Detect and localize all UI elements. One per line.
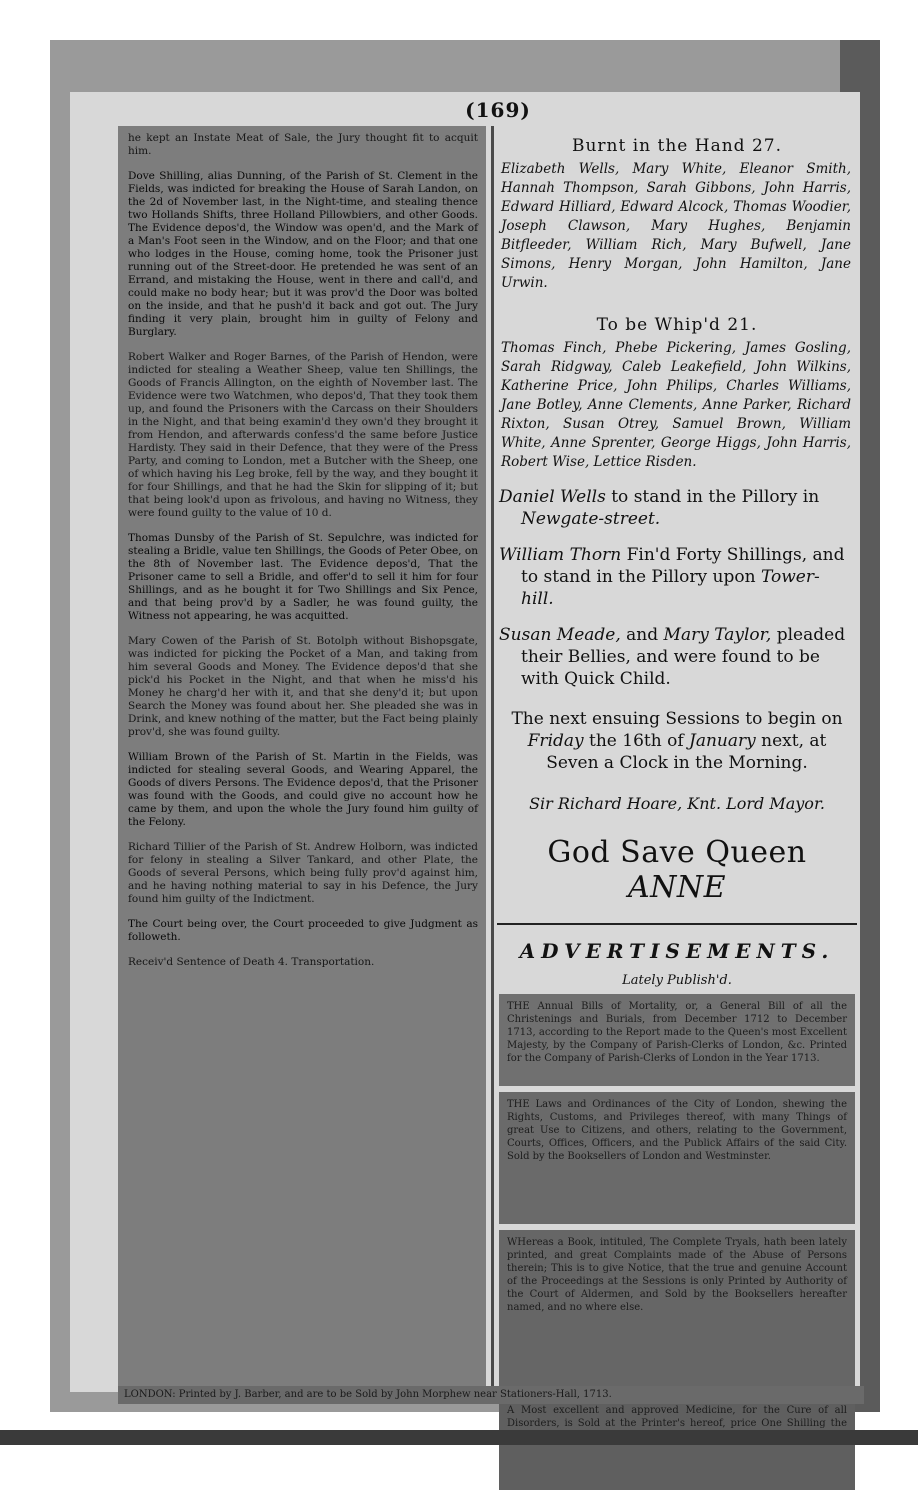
- page-number: (169): [465, 98, 531, 122]
- trial-paragraph: Receiv'd Sentence of Death 4. Transportation.: [128, 956, 375, 968]
- god-save-queen: [497, 835, 857, 905]
- advertisement-text: THE Laws and Ordinances of the City of London, shewing the Rights, Customs, and Privileges thereof, with many Things of great Use to Citizens, and others, relating to the Government, Courts, Offices, Officers, and the Publick Affairs of the said City. Sold by the Booksellers of London and Westminster.: [507, 1099, 847, 1162]
- pleaded-name-2: Mary Taylor,: [663, 625, 772, 645]
- next-sessions-part-3: next, at Seven a Clock in the Morning.: [546, 731, 827, 773]
- advertisements-title: ADVERTISEMENTS.: [519, 939, 835, 963]
- pleaded-and: and: [626, 625, 659, 645]
- pillory-1-text: to stand in the Pillory in: [611, 487, 820, 507]
- pillory-entry-1: [499, 486, 851, 530]
- pillory-2-name: William Thorn: [499, 545, 622, 565]
- pleaded-name-1: Susan Meade,: [499, 625, 621, 645]
- whipt-names-list: Thomas Finch, Phebe Pickering, James Gosling, Sarah Ridgway, Caleb Leakefield, John Wilkins, Katherine Price, John Philips, Charles Williams, Jane Botley, Anne Clements, Anne Parker, Richard Rixton, Susan Otrey, Samuel Brown, William White, Anne Sprenter, George Higgs, John Harris, Robert Wise, Lettice Risden.: [501, 340, 851, 470]
- advertisement-text: A Most excellent and approved Medicine, for the Cure of all Disorders, is Sold at the Printer's hereof, price One Shilling the: [507, 1405, 847, 1429]
- trial-paragraph: Mary Cowen of the Parish of St. Botolph without Bishopsgate, was indicted for picking the Pocket of a Man, and taking from him several Goods and Money. The Evidence depos'd that she pick'd his Pocket in the Night, and that when he miss'd his Money he charg'd her with it, and that she deny'd it; but upon Search the Money was found about her. She pleaded she was in Drink, and knew nothing of the matter, but the Fact being plainly prov'd, she was found guilty.: [128, 635, 478, 738]
- advertisement-block: [499, 1230, 855, 1392]
- lord-mayor-signature: [501, 794, 853, 813]
- whipt-heading: To be Whip'd 21.: [596, 315, 758, 335]
- next-sessions-part-1: The next ensuing Sessions to begin on: [511, 709, 843, 729]
- trial-paragraph: Richard Tillier of the Parish of St. Andrew Holborn, was indicted for felony in stealing a Silver Tankard, and other Plate, the Goods of several Persons, which being fully prov'd against him, and he having nothing material to say in his Defence, the Jury found him guilty of the Indictment.: [128, 841, 478, 905]
- trial-paragraph: The Court being over, the Court proceeded to give Judgment as followeth.: [128, 918, 478, 943]
- column-divider: [491, 126, 494, 1386]
- pleaded-text: pleaded their Bellies, and were found to be with Quick Child.: [521, 625, 846, 689]
- pillory-2-place: Tower-hill.: [521, 567, 820, 609]
- pillory-entry-2: [499, 544, 851, 610]
- mayor-name: Sir Richard Hoare,: [529, 794, 683, 813]
- next-sessions-month: January: [689, 731, 756, 751]
- trial-paragraph: William Brown of the Parish of St. Martin in the Fields, was indicted for stealing several Goods, and Wearing Apparel, the Goods of divers Persons. The Evidence depos'd, that the Prisoner was found with the Goods, and could give no account how he came by them, and upon the whole the Jury found him guilty of the Felony.: [128, 751, 478, 828]
- trial-paragraph: Dove Shilling, alias Dunning, of the Parish of St. Clement in the Fields, was indicted for breaking the House of Sarah Landon, on the 2d of November last, in the Night-time, and stealing thence two Hollands Shifts, three Holland Pillowbiers, and other Goods. The Evidence depos'd, the Window was open'd, and the Mark of a Man's Foot seen in the Window, and on the Floor; and that one who lodges in the House, coming home, took the Prisoner just running out of the Street-door. He pretended he was sent of an Errand, and mistaking the House, went in there and call'd, and could make no body hear; but it was prov'd the Door was bolted on the inside, and that he push'd it back and got out. The Jury finding it very plain, brought him in guilty of Felony and Burglary.: [128, 170, 478, 338]
- next-sessions-day: Friday: [527, 731, 584, 751]
- trial-paragraph: Thomas Dunsby of the Parish of St. Sepulchre, was indicted for stealing a Bridle, value ten Shillings, the Goods of Peter Obee, on the 8th of November last. The Evidence depos'd, That the Prisoner came to sell a Bridle, and offer'd to sell it him for four Shillings, and as he bought it for Two Shillings and Six Pence, and that being prov'd by a Sadler, he was found guilty, the Witness not appearing, he was acquitted.: [128, 532, 478, 622]
- pillory-1-place: Newgate-street.: [521, 509, 661, 529]
- section-rule: [497, 923, 857, 925]
- left-column: [118, 126, 486, 1386]
- mayor-title: Knt. Lord Mayor.: [687, 794, 825, 813]
- right-column: [497, 126, 857, 1429]
- imprint-footer: LONDON: Printed by J. Barber, and are to be Sold by John Morphew near Stationers-Hall, 1713.: [118, 1386, 864, 1404]
- burnt-names-list: Elizabeth Wells, Mary White, Eleanor Smith, Hannah Thompson, Sarah Gibbons, John Harris, Edward Hilliard, Edward Alcock, Thomas Woodier, Joseph Clawson, Mary Hughes, Benjamin Bitfleeder, William Rich, Mary Bufwell, Jane Simons, Henry Morgan, John Hamilton, Jane Urwin.: [501, 161, 851, 291]
- queen-name: ANNE: [627, 870, 727, 905]
- advertisement-text: THE Annual Bills of Mortality, or, a General Bill of all the Christenings and Burials, from December 1712 to December 1713, according to the Report made to the Queen's most Excellent Majesty, by the Company of Parish-Clerks of London, &c. Printed for the Company of Parish-Clerks of London in the Year 1713.: [507, 1001, 847, 1064]
- advertisement-block: [499, 1092, 855, 1224]
- pillory-1-name: Daniel Wells: [499, 487, 606, 507]
- next-sessions-notice: [501, 708, 853, 774]
- pleaded-entry: [499, 624, 851, 690]
- advertisements-subtitle: Lately Publish'd.: [622, 973, 732, 988]
- burnt-heading: Burnt in the Hand 27.: [571, 136, 783, 156]
- pillory-2-text: Fin'd Forty Shillings, and to stand in the Pillory upon: [521, 545, 845, 587]
- god-save-text: God Save Queen: [547, 835, 807, 870]
- trial-paragraph: Robert Walker and Roger Barnes, of the Parish of Hendon, were indicted for stealing a Weather Sheep, value ten Shillings, the Goods of Francis Allington, on the eighth of November last. The Evidence were two Watchmen, who depos'd, That they took them up, and found the Prisoners with the Carcass on their Shoulders in the Night, and that being examin'd they own'd they brought it from Hendon, and afterwards confess'd the same before Justice Hardisty. They said in their Defence, that they were of the Press Party, and coming to London, met a Butcher with the Sheep, one of which having his Leg broke, fell by the way, and they bought it for four Shillings, and that he had the Skin for slipping of it; but that being look'd upon as frivolous, and having no Witness, they were found guilty to the value of 10 d.: [128, 351, 478, 519]
- trial-paragraph: he kept an Instate Meat of Sale, the Jury thought fit to acquit him.: [128, 132, 478, 157]
- next-sessions-part-2: the 16th of: [589, 731, 684, 751]
- advertisement-block: [499, 994, 855, 1086]
- scan-bottom-bar: [0, 1430, 918, 1445]
- advertisement-text: WHereas a Book, intituled, The Complete Tryals, hath been lately printed, and great Complaints made of the Abuse of Persons therein; This is to give Notice, that the true and genuine Account of the Proceedings at the Sessions is only Printed by Authority of the Court of Aldermen, and Sold by the Booksellers hereafter named, and no where else.: [507, 1237, 847, 1313]
